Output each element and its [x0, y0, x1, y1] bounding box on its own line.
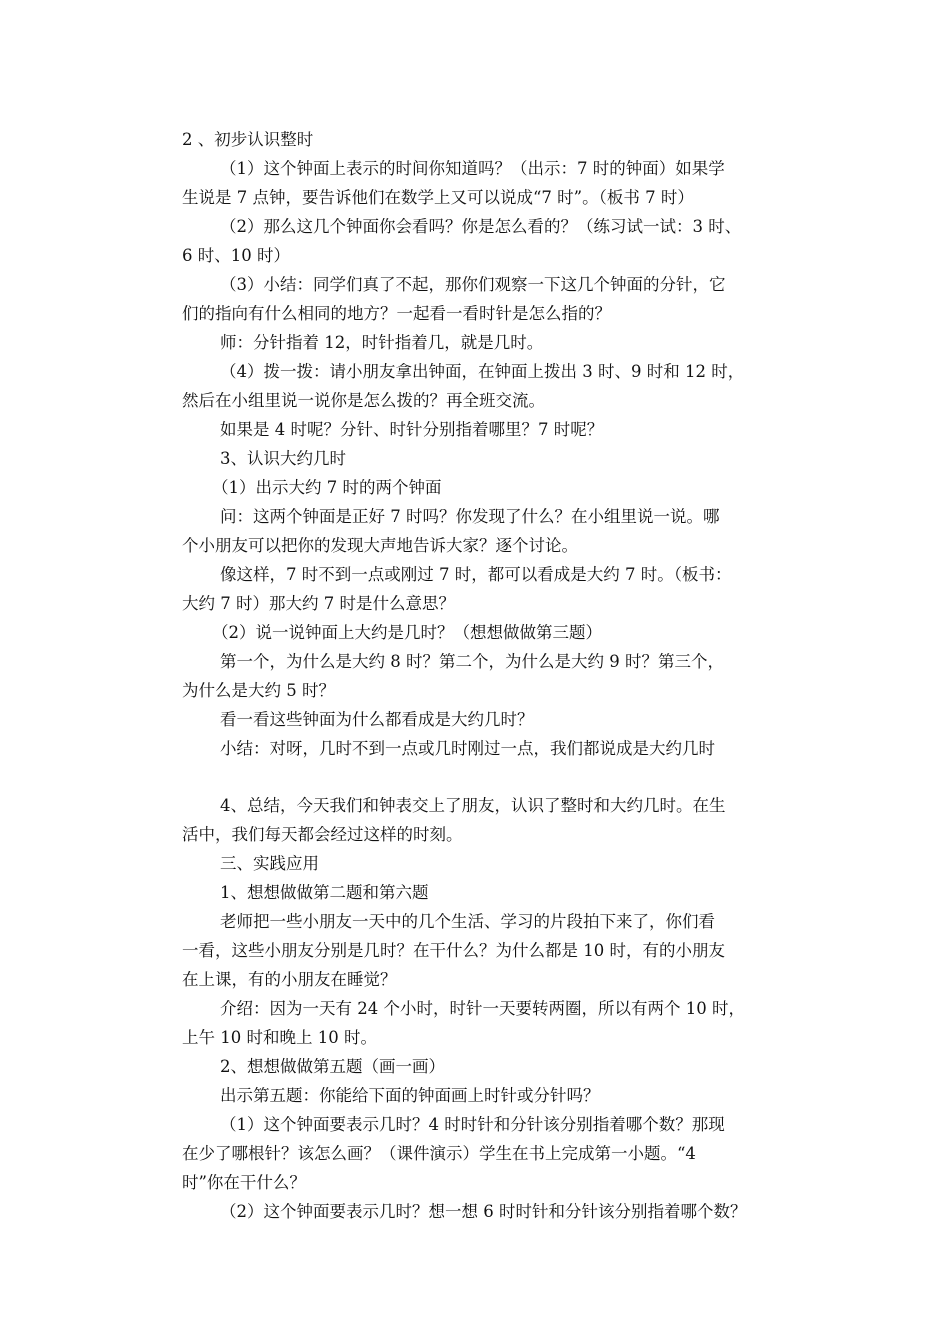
text-line: （4）拨一拨：请小朋友拿出钟面，在钟面上拨出 3 时、9 时和 12 时， [220, 362, 745, 381]
text-line: （1）这个钟面上表示的时间你知道吗？（出示：7 时的钟面）如果学 [220, 159, 725, 178]
section-heading: 1、想想做做第二题和第六题 [220, 883, 429, 902]
text-line: （2）这个钟面要表示几时？想一想 6 时时针和分针该分别指着哪个数？ [220, 1202, 747, 1221]
section-heading: 3、认识大约几时 [220, 449, 346, 468]
text-line: 出示第五题：你能给下面的钟面画上时针或分针吗？ [220, 1086, 600, 1105]
text-line: （2）说一说钟面上大约是几时？（想想做做第三题） [212, 623, 602, 642]
text-line: 看一看这些钟面为什么都看成是大约几时？ [220, 710, 534, 729]
text-line: 然后在小组里说一说你是怎么拨的？再全班交流。 [182, 391, 545, 410]
text-line: 4、总结，今天我们和钟表交上了朋友，认识了整时和大约几时。在生 [220, 796, 726, 815]
text-line: 2 、初步认识整时 [182, 130, 314, 149]
text-line: （1）这个钟面要表示几时？4 时时针和分针该分别指着哪个数？那现 [220, 1115, 725, 1134]
text-line: 问：这两个钟面是正好 7 时吗？你发现了什么？在小组里说一说。哪 [220, 507, 720, 526]
text-line: 生说是 7 点钟，要告诉他们在数学上又可以说成“7 时”。（板书 7 时） [182, 188, 694, 207]
text-line: （1）出示大约 7 时的两个钟面 [212, 478, 442, 497]
text-line: （2）那么这几个钟面你会看吗？你是怎么看的？（练习试一试：3 时、 [220, 217, 742, 236]
text-line: 介绍：因为一天有 24 个小时，时针一天要转两圈，所以有两个 10 时， [220, 999, 745, 1018]
text-line: 第一个，为什么是大约 8 时？第二个，为什么是大约 9 时？第三个， [220, 652, 724, 671]
text-line: 时”你在干什么？ [182, 1173, 306, 1192]
text-line: 为什么是大约 5 时？ [182, 681, 335, 700]
text-line: 上午 10 时和晚上 10 时。 [182, 1028, 377, 1047]
text-line: 像这样，7 时不到一点或刚过 7 时，都可以看成是大约 7 时。（板书： [220, 565, 732, 584]
text-line: 大约 7 时）那大约 7 时是什么意思？ [182, 594, 455, 613]
section-heading: 2、想想做做第五题（画一画） [220, 1057, 445, 1076]
text-line: 活中，我们每天都会经过这样的时刻。 [182, 825, 463, 844]
text-line: 们的指向有什么相同的地方？一起看一看时针是怎么指的？ [182, 304, 611, 323]
text-line: 小结：对呀，几时不到一点或几时刚过一点，我们都说成是大约几时 [220, 739, 715, 758]
text-line: 老师把一些小朋友一天中的几个生活、学习的片段拍下来了，你们看 [220, 912, 715, 931]
text-line: 6 时、10 时） [182, 246, 290, 265]
text-line: （3）小结：同学们真了不起，那你们观察一下这几个钟面的分针，它 [220, 275, 726, 294]
text-line: 在少了哪根针？该怎么画？（课件演示）学生在书上完成第一小题。“4 [182, 1144, 696, 1163]
text-line: 个小朋友可以把你的发现大声地告诉大家？逐个讨论。 [182, 536, 578, 555]
text-line: 在上课，有的小朋友在睡觉？ [182, 970, 397, 989]
text-line: 师：分针指着 12，时针指着几，就是几时。 [220, 333, 544, 352]
section-heading: 三、实践应用 [220, 854, 319, 873]
text-line: 如果是 4 时呢？分针、时针分别指着哪里？7 时呢？ [220, 420, 604, 439]
text-line: 一看，这些小朋友分别是几时？在干什么？为什么都是 10 时，有的小朋友 [182, 941, 725, 960]
